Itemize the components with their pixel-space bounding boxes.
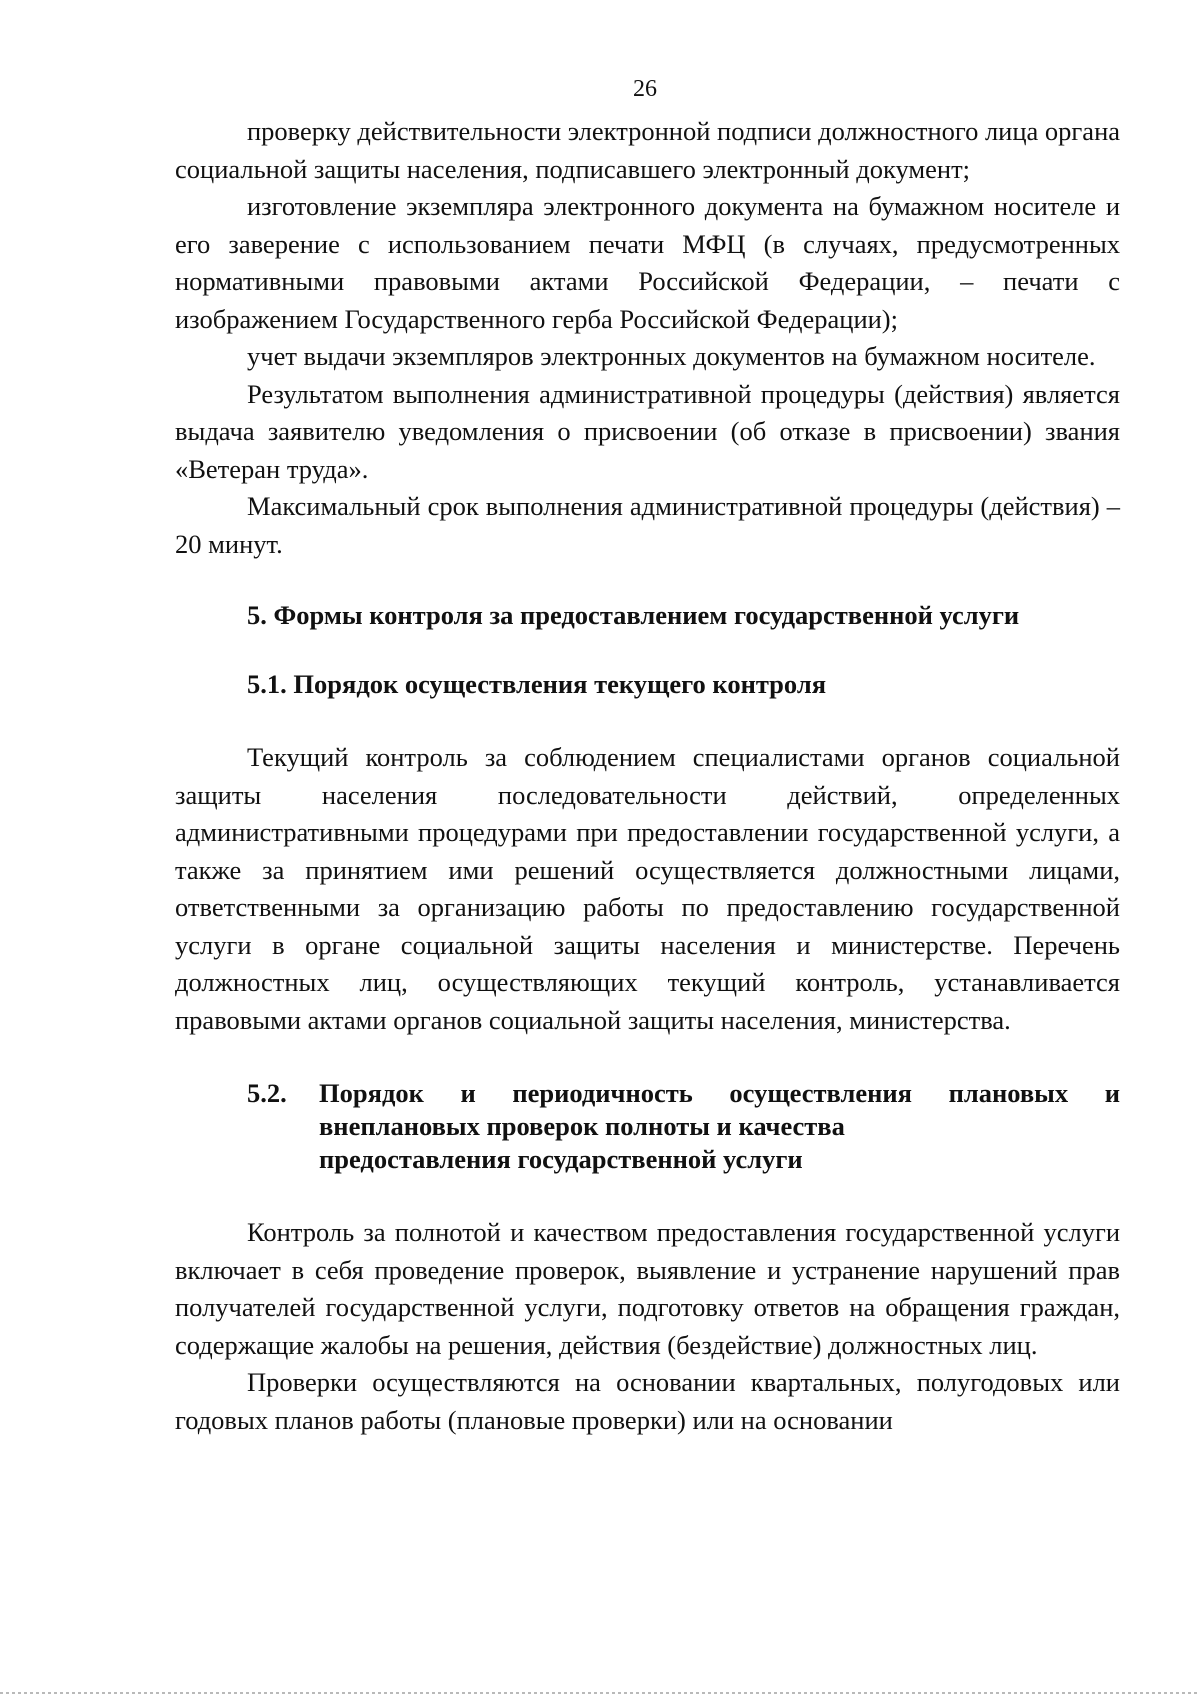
- paragraph-paper-copy: изготовление экземпляра электронного документа на бумажном носителе и его заверение с использованием печати МФЦ (в случаях, предусмотренных нормативными правовыми актами Российской Федерации, – печати с изображением Государственного герба Российской Федерации);: [175, 191, 1120, 334]
- document-body: [175, 113, 1120, 1439]
- paragraph-procedure-result: Результатом выполнения административной процедуры (действия) является выдача заявителю уведомления о присвоении (об отказе в присвоении) звания «Ветеран труда».: [175, 378, 1120, 484]
- paragraph-current-control: Текущий контроль за соблюдением специалистами органов социальной защиты населения последовательности действий, определенных административными процедурами при предоставлении государственной услуги, а также за принятием ими решений осуществляется должностными лицами, ответственными за организацию работы по предоставлению государственной услуги в органе социальной защиты населения и министерстве. Перечень должностных лиц, осуществляющих текущий контроль, устанавливается правовыми актами органов социальной защиты населения, министерства.: [175, 742, 1120, 1035]
- paragraph-signature-check: проверку действительности электронной подписи должностного лица органа социальной защиты населения, подписавшего электронный документ;: [175, 116, 1121, 184]
- paragraph-quality-control: Контроль за полнотой и качеством предоставления государственной услуги включает в себя проведение проверок, выявление и устранение нарушений прав получателей государственной услуги, подготовку ответов на обращения граждан, содержащие жалобы на решения, действия (бездействие) должностных лиц.: [175, 1217, 1120, 1360]
- paragraph-inspection-basis: Проверки осуществляются на основании квартальных, полугодовых или годовых планов работы (плановые проверки) или на основании: [175, 1367, 1120, 1435]
- section-heading-5-2-text-last: предоставления государственной услуги: [319, 1144, 803, 1174]
- section-heading-5-2-text: [319, 1077, 1120, 1176]
- section-heading-5-1: 5.1. Порядок осуществления текущего контроля: [247, 669, 827, 699]
- section-heading-5-2: [175, 1077, 1120, 1176]
- page-number: 26: [633, 76, 657, 102]
- paragraph-max-duration: Максимальный срок выполнения административной процедуры (действия) – 20 минут.: [175, 491, 1120, 559]
- paragraph-issue-records: учет выдачи экземпляров электронных документов на бумажном носителе.: [247, 341, 1096, 371]
- section-heading-5: 5. Формы контроля за предоставлением государственной услуги: [247, 600, 1020, 630]
- section-heading-5-2-number: 5.2.: [247, 1078, 287, 1108]
- scan-edge-line: [0, 1692, 1200, 1694]
- section-heading-5-2-text-main: Порядок и периодичность осуществления плановых и внеплановых проверок полноты и качества: [319, 1078, 1120, 1141]
